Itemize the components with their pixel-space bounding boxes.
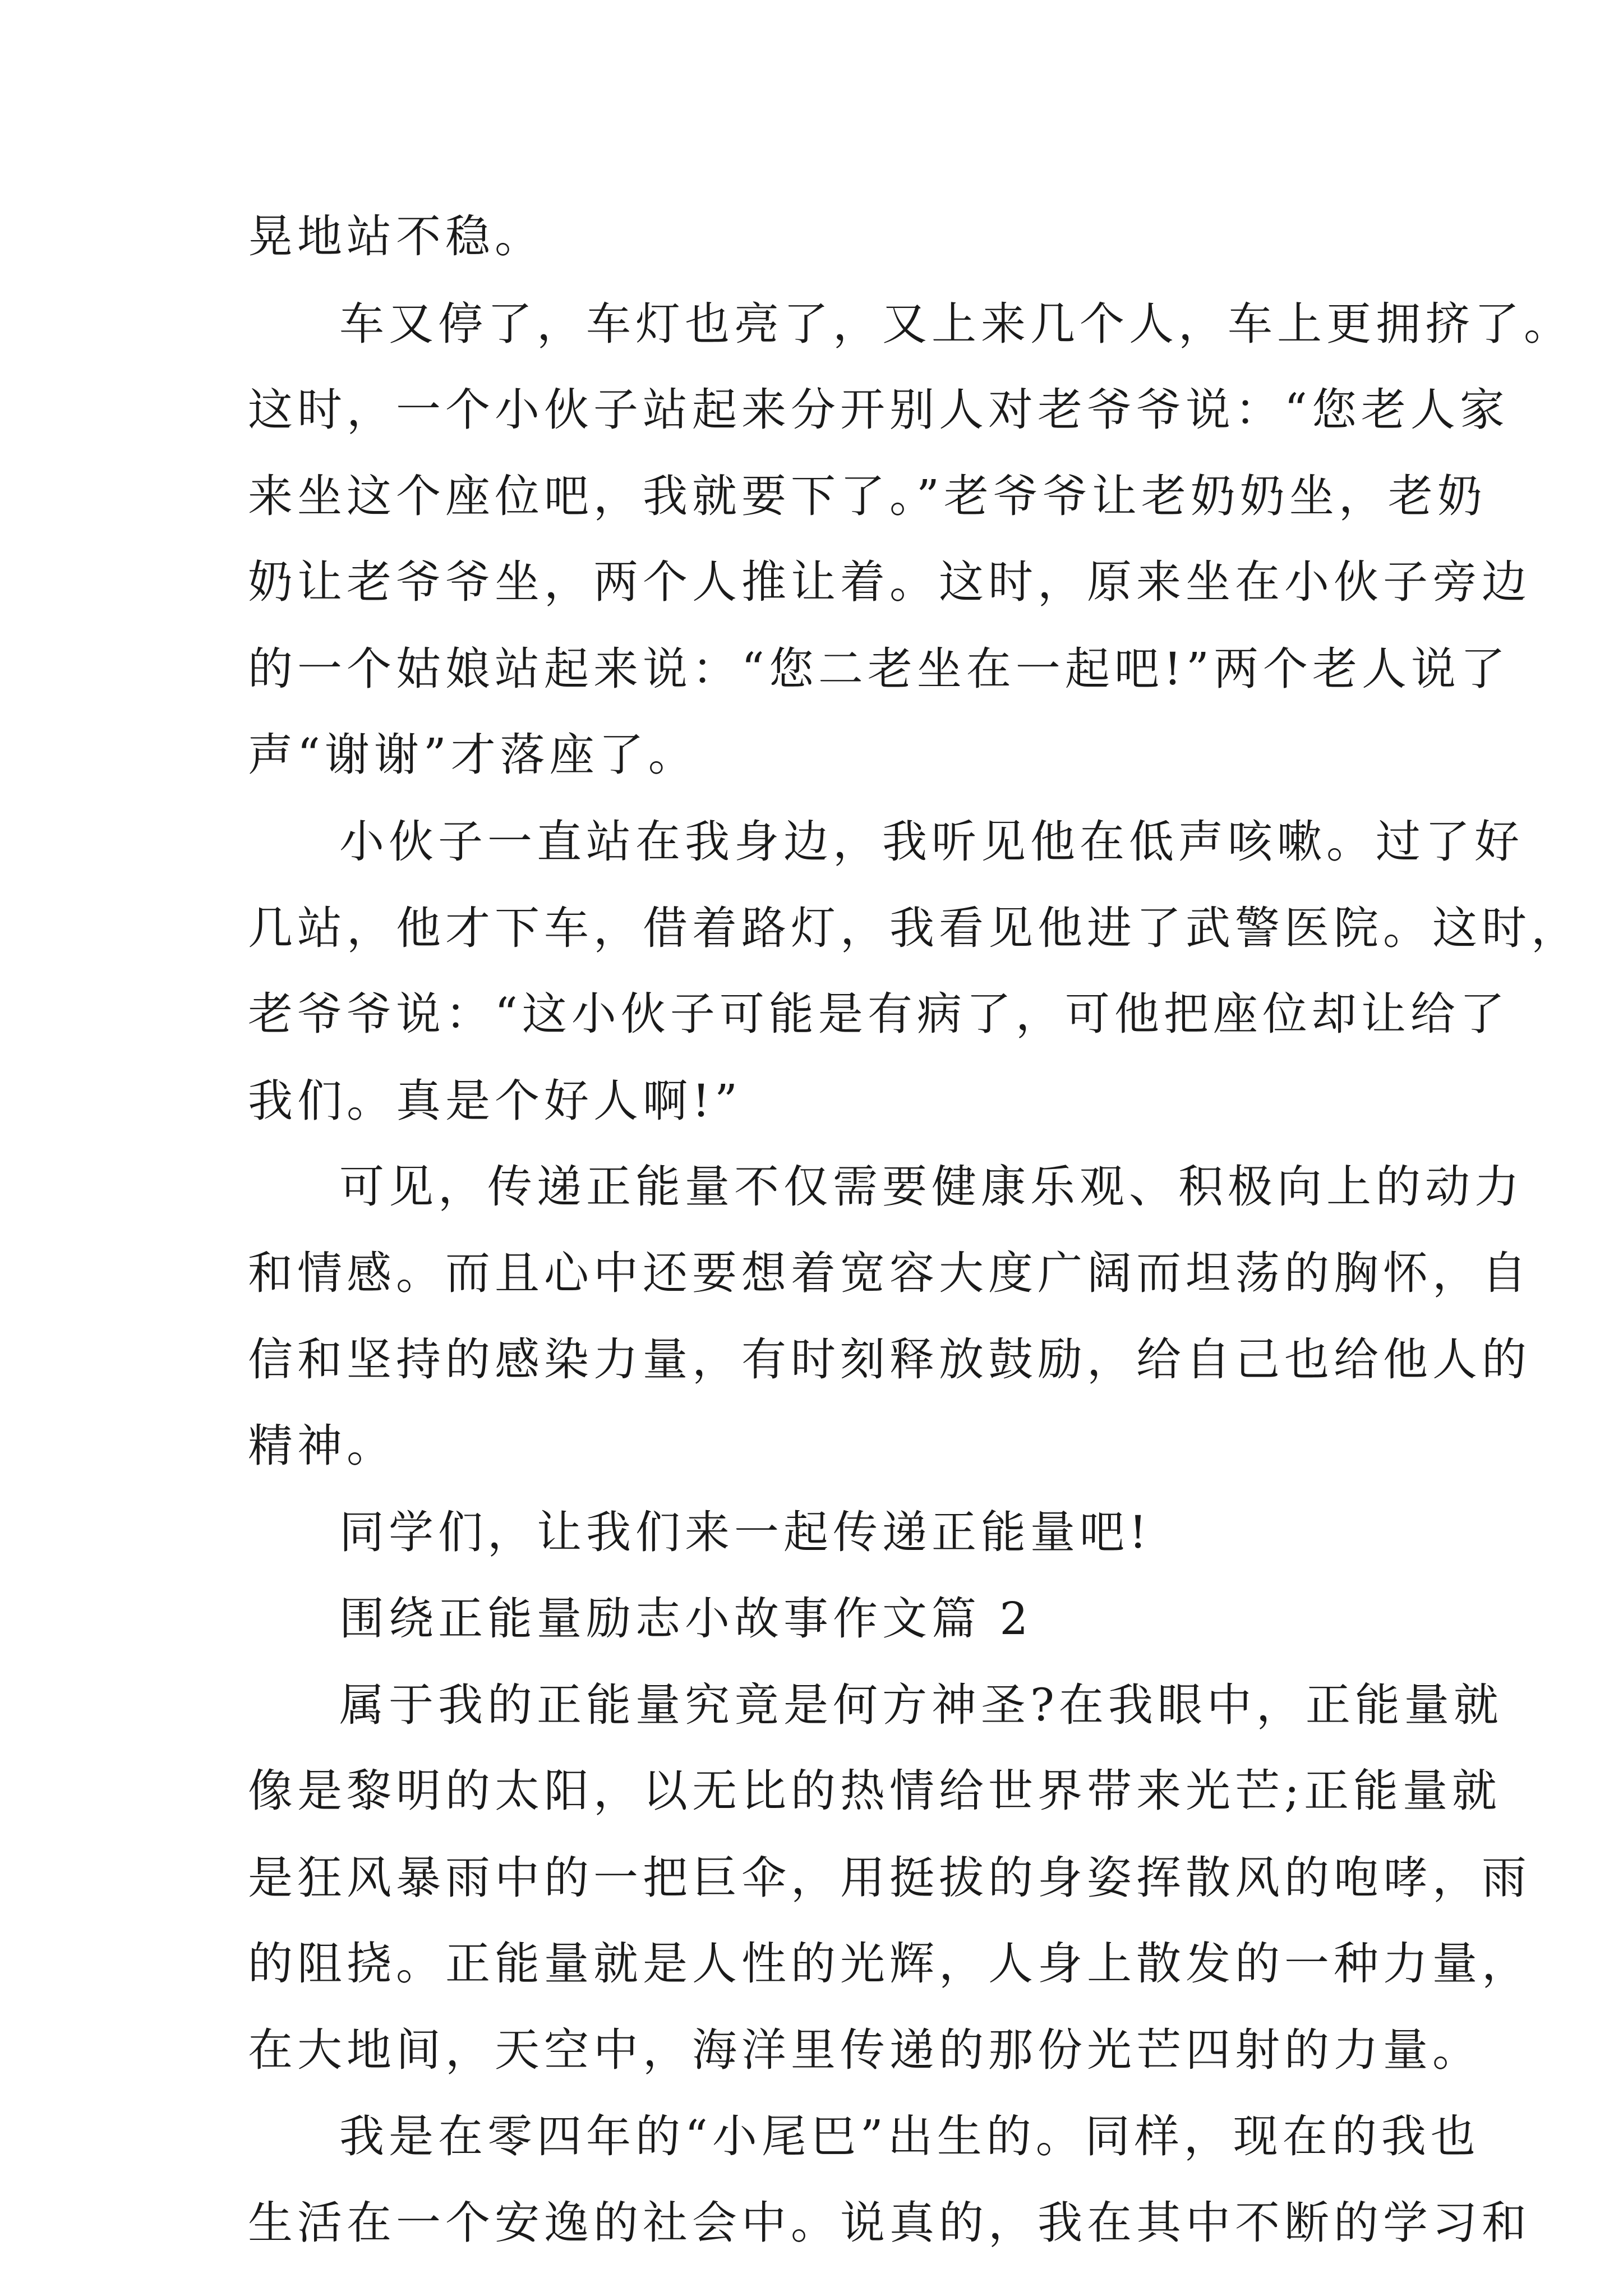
text-line: 信和坚持的感染力量，有时刻释放鼓励，给自己也给他人的 [248, 1333, 1531, 1386]
text-line: 的阻挠。正能量就是人性的光辉，人身上散发的一种力量， [248, 1938, 1531, 1990]
paragraph-first-line: 小伙子一直站在我身边，我听见他在低声咳嗽。过了好 [339, 816, 1524, 868]
text-line: 晃地站不稳。 [248, 210, 544, 263]
paragraph-first-line: 同学们，让我们来一起传递正能量吧! [339, 1506, 1152, 1558]
text-line: 的一个姑娘站起来说：“您二老坐在一起吧!”两个老人说了 [248, 643, 1510, 695]
text-line: 生活在一个安逸的社会中。说真的，我在其中不断的学习和 [248, 2197, 1531, 2249]
text-line: 我们。真是个好人啊!” [248, 1075, 743, 1127]
text-line: 精神。 [248, 1420, 396, 1472]
text-line: 是狂风暴雨中的一把巨伞，用挺拔的身姿挥散风的咆哮，雨 [248, 1852, 1531, 1904]
text-line: 来坐这个座位吧，我就要下了。”老爷爷让老奶奶坐，老奶 [248, 470, 1487, 522]
section-heading: 围绕正能量励志小故事作文篇 2 [339, 1593, 1033, 1645]
paragraph-first-line: 车又停了，车灯也亮了，又上来几个人，车上更拥挤了。 [339, 298, 1573, 350]
text-line: 奶让老爷爷坐，两个人推让着。这时，原来坐在小伙子旁边 [248, 556, 1531, 608]
text-line: 在大地间，天空中，海洋里传递的那份光芒四射的力量。 [248, 2024, 1482, 2076]
text-line: 和情感。而且心中还要想着宽容大度广阔而坦荡的胸怀，自 [248, 1247, 1531, 1299]
text-line: 声“谢谢”才落座了。 [248, 729, 698, 781]
text-line: 像是黎明的太阳，以无比的热情给世界带来光芒;正能量就 [248, 1765, 1501, 1817]
text-line: 几站，他才下车，借着路灯，我看见他进了武警医院。这时， [248, 902, 1580, 954]
paragraph-first-line: 我是在零四年的“小尾巴”出生的。同样，现在的我也 [339, 2110, 1480, 2162]
paragraph-first-line: 可见，传递正能量不仅需要健康乐观、积极向上的动力 [339, 1161, 1524, 1213]
text-line: 老爷爷说：“这小伙子可能是有病了，可他把座位却让给了 [248, 988, 1509, 1040]
paragraph-first-line: 属于我的正能量究竟是何方神圣?在我眼中，正能量就 [339, 1679, 1503, 1731]
text-line: 这时，一个小伙子站起来分开别人对老爷爷说：“您老人家 [248, 384, 1509, 436]
